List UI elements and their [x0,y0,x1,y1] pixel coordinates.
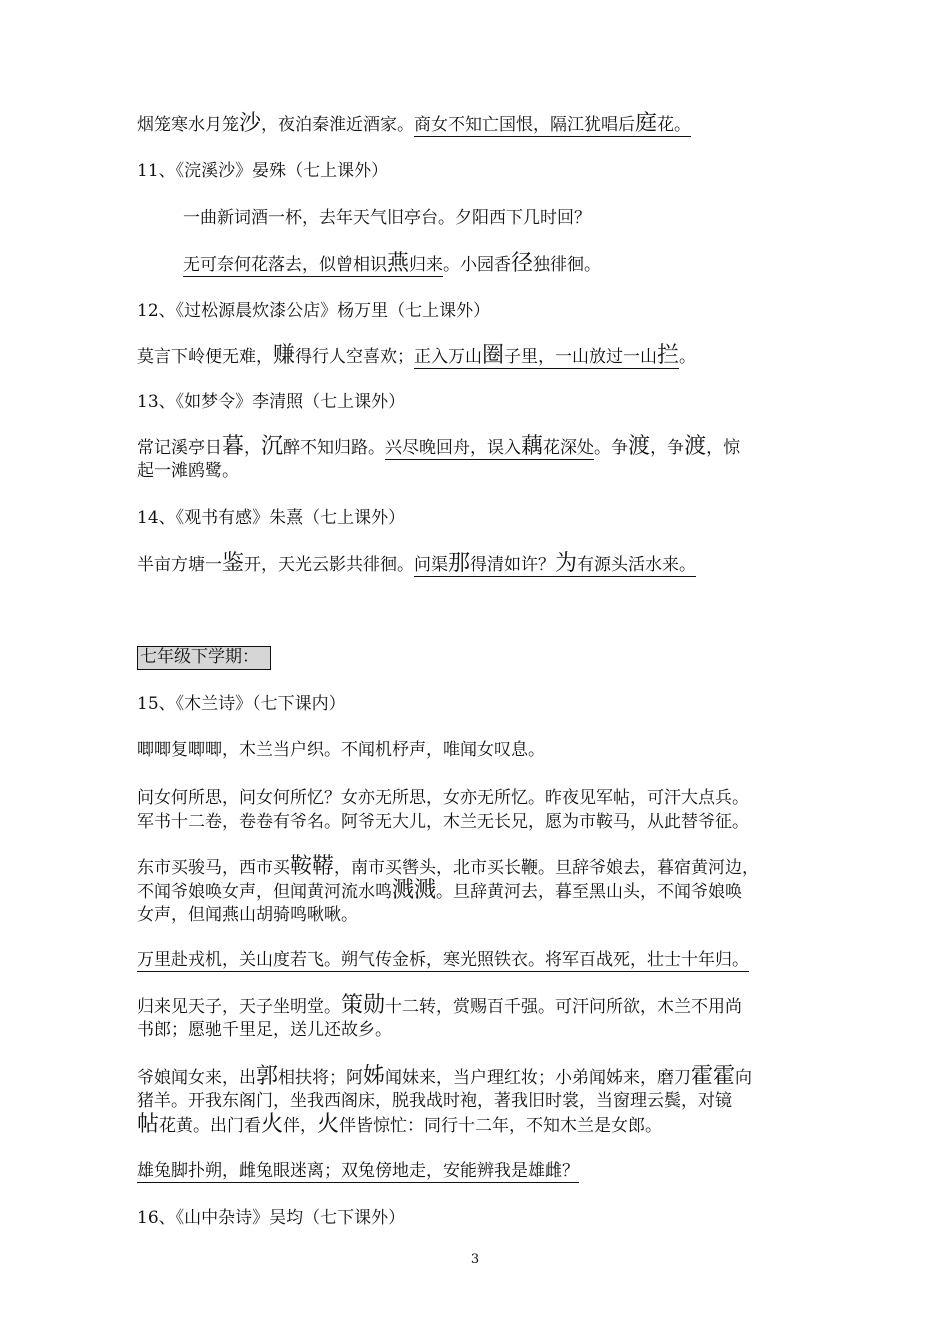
poem-line: 爷娘闻女来，出郭相扶将；阿姊闻妹来，当户理红妆；小弟闻姊来，磨刀霍霍向 [137,1064,753,1089]
poem-heading: 13、《如梦令》李清照（七上课外） [137,392,406,412]
poem-line: 军书十二卷，卷卷有爷名。阿爷无大儿，木兰无长兄，愿为市鞍马，从此替爷征。 [137,812,749,832]
poem-line: 问女何所思，问女何所忆？女亦无所思，女亦无所忆。昨夜见军帖，可汗大点兵。 [137,788,749,808]
poem-line: 半亩方塘一鉴开，天光云影共徘徊。问渠那得清如许？为有源头活水来。 [137,551,697,576]
poem-line: 东市买骏马，西市买鞍鞯，南市买辔头，北市买长鞭。旦辞爷娘去，暮宿黄河边， [137,854,760,879]
highlighted-verse: 雄兔脚扑朔，雌兔眼迷离；双兔傍地走，安能辨我是雄雌？ [137,1161,579,1181]
poem-line: 莫言下岭便无难，赚得行人空喜欢；正入万山圈子里，一山放过一山拦。 [137,343,697,368]
poem-line: 女声，但闻燕山胡骑鸣啾啾。 [137,905,358,925]
page-number: 3 [470,1252,480,1267]
poem-line: 帖花黄。出门看火伴，火伴皆惊忙：同行十二年，不知木兰是女郎。 [137,1112,663,1137]
poem-heading: 16、《山中杂诗》吴均（七下课外） [137,1208,406,1228]
highlighted-verse: 兴尽晚回舟，误入藕花深处 [385,434,595,459]
poem-heading: 11、《浣溪沙》晏殊（七上课外） [137,161,389,181]
highlighted-verse: 问渠那得清如许？为有源头活水来。 [414,551,697,576]
highlighted-verse: 正入万山圈子里，一山放过一山拦 [414,343,680,368]
poem-line: 起一滩鸥鹭。 [137,461,239,481]
poem-line: 一曲新词酒一杯，去年天气旧亭台。夕阳西下几时回？ [183,208,591,228]
semester-section-label: 七年级下学期： [137,646,271,670]
poem-heading: 14、《观书有感》朱熹（七上课外） [137,508,406,528]
poem-line: 不闻爷娘唤女声，但闻黄河流水鸣溅溅。旦辞黄河去，暮至黑山头，不闻爷娘唤 [137,878,743,903]
poem-line: 烟笼寒水月笼沙，夜泊秦淮近酒家。商女不知亡国恨，隔江犹唱后庭花。 [137,111,692,136]
poem-line: 猪羊。开我东阁门，坐我西阁床，脱我战时袍，著我旧时裳，当窗理云鬓，对镜 [137,1091,732,1111]
poem-heading: 15、《木兰诗》（七下课内） [137,694,346,714]
poem-line: 书郎；愿驰千里足，送儿还故乡。 [137,1020,392,1040]
poem-line [137,1160,850,1182]
highlighted-verse: 万里赴戎机，关山度若飞。朔气传金柝，寒光照铁衣。将军百战死，壮士十年归。 [137,950,749,970]
poem-heading: 12、《过松源晨炊漆公店》杨万里（七上课外） [137,301,491,321]
highlighted-verse: 无可奈何花落去，似曾相识燕归来 [183,251,444,276]
poem-line: 常记溪亭日暮，沉醉不知归路。兴尽晚回舟，误入藕花深处。争渡，争渡，惊 [137,434,741,459]
poem-line [137,949,850,971]
highlighted-verse: 商女不知亡国恨，隔江犹唱后庭花。 [414,111,692,136]
poem-line: 归来见天子，天子坐明堂。策勋十二转，赏赐百千强。可汗问所欲，木兰不用尚 [137,993,743,1018]
poem-line: 唧唧复唧唧，木兰当户织。不闻机杼声，唯闻女叹息。 [137,740,545,760]
poem-line: 无可奈何花落去，似曾相识燕归来。小园香径独徘徊。 [183,251,602,276]
